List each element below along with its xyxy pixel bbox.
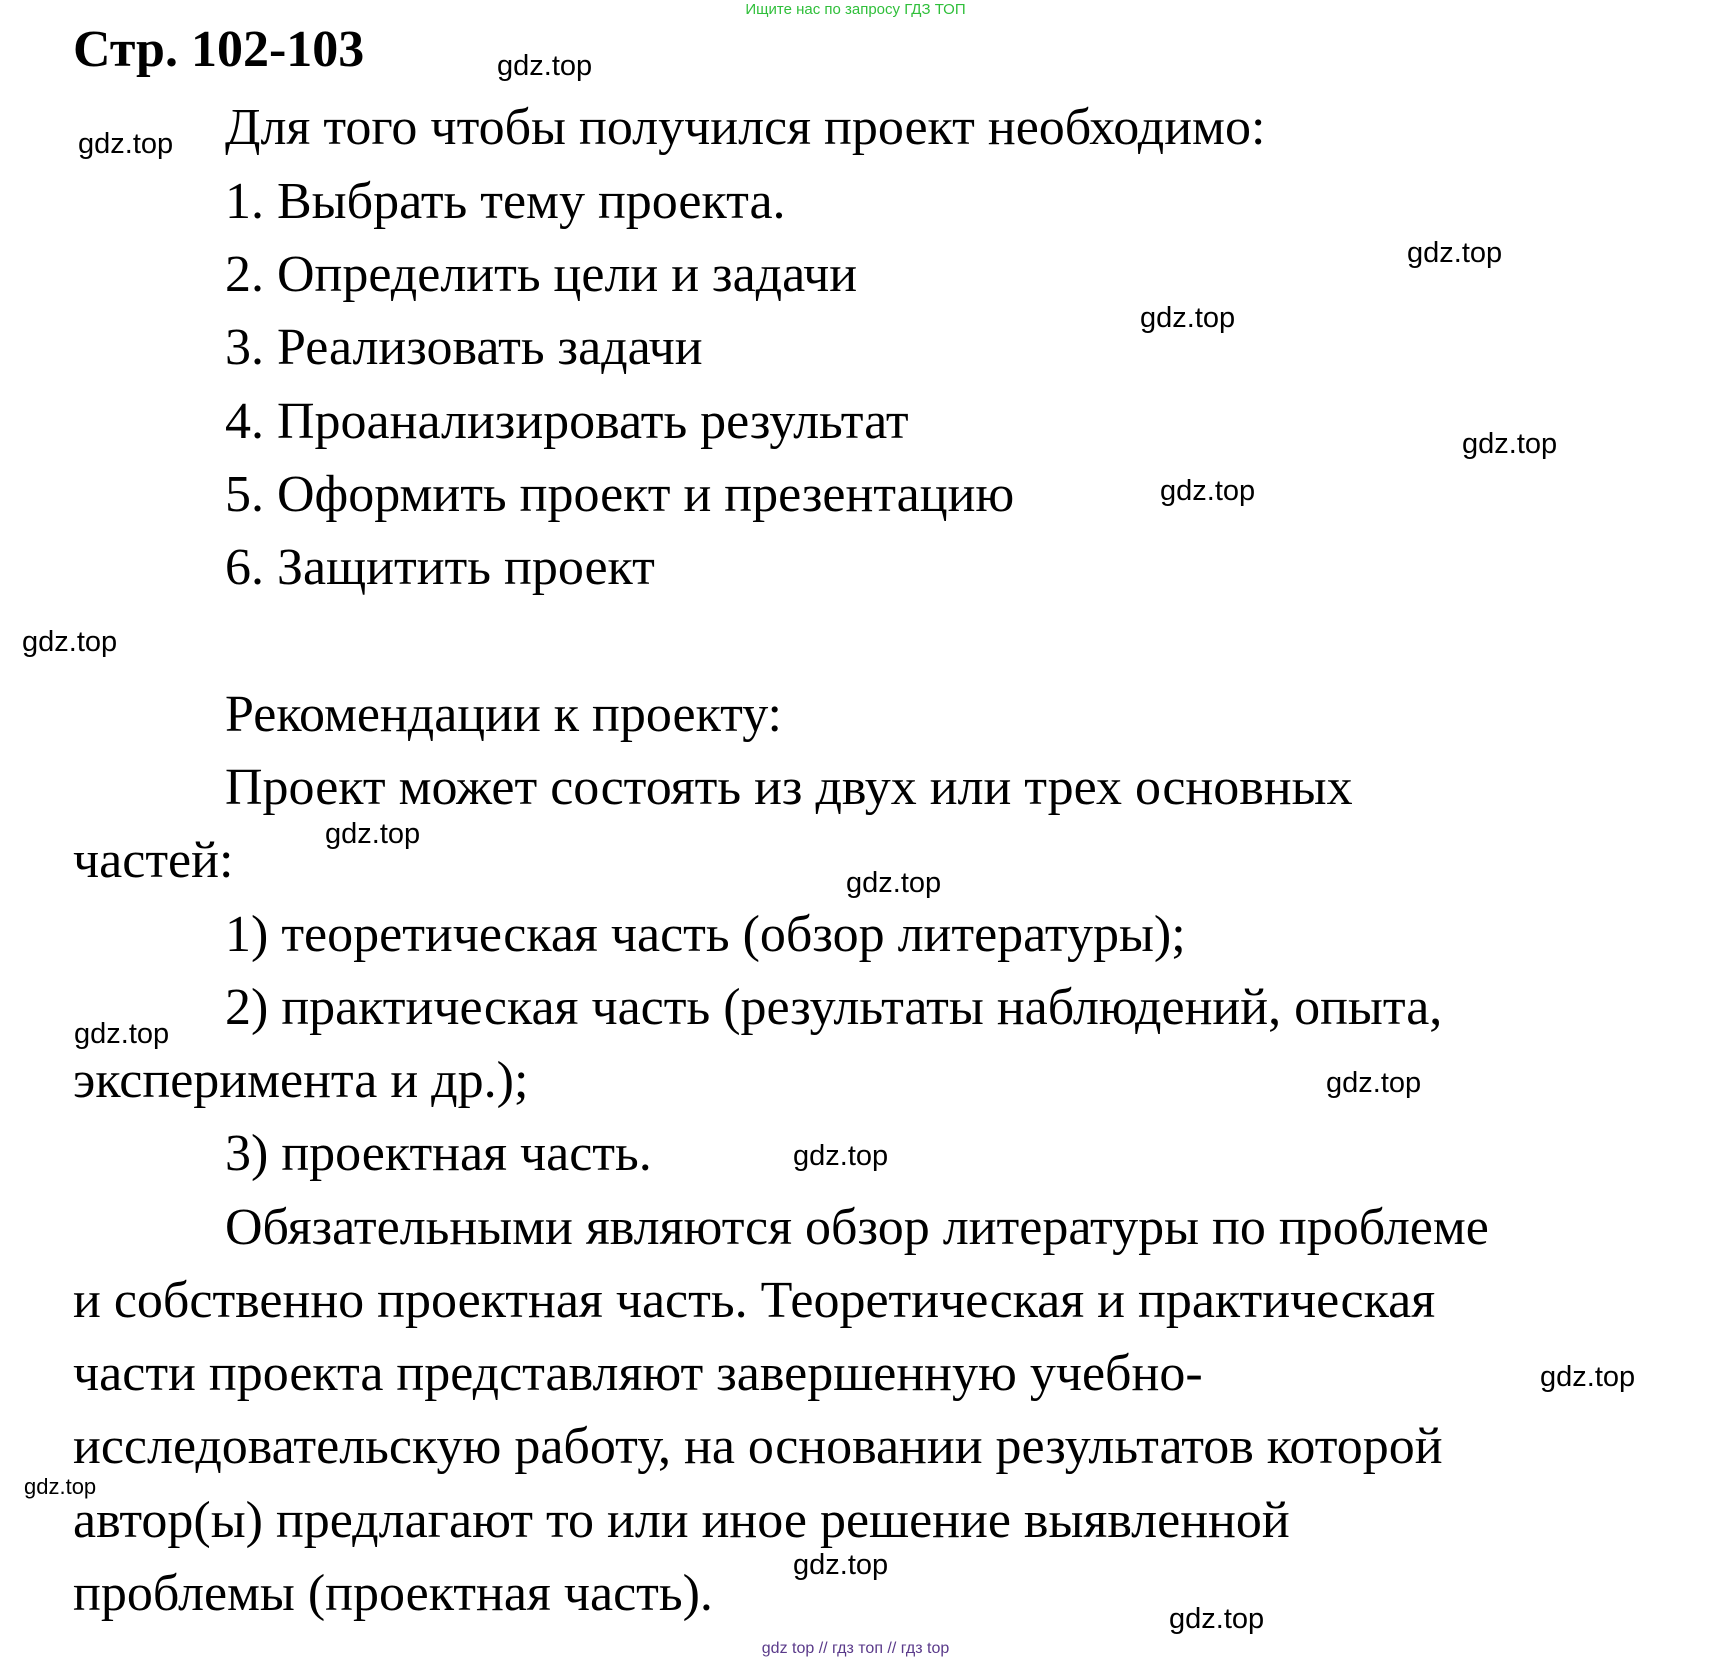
text-line: 1) теоретическая часть (обзор литературы); (225, 906, 1186, 963)
text-line: 6. Защитить проект (225, 539, 655, 596)
text-line: проблемы (проектная часть). (73, 1565, 713, 1622)
page-title: Стр. 102-103 (73, 21, 365, 78)
watermark: gdz.top (846, 867, 942, 899)
text-line: Для того чтобы получился проект необходимо: (225, 99, 1266, 156)
watermark: gdz.top (1326, 1067, 1422, 1099)
text-line: и собственно проектная часть. Теоретическая и практическая (73, 1272, 1436, 1329)
text-line: 2. Определить цели и задачи (225, 246, 858, 303)
watermark: gdz.top (1462, 428, 1558, 460)
text-line: 3) проектная часть. (225, 1125, 652, 1182)
bottom-banner: gdz top // гдз топ // гдз top (761, 1640, 950, 1657)
watermark: gdz.top (78, 128, 174, 160)
watermark: gdz.top (497, 50, 593, 82)
watermark: gdz.top (1407, 237, 1503, 269)
watermark: gdz.top (1540, 1361, 1636, 1393)
watermark: gdz.top (1160, 475, 1256, 507)
text-line: Обязательными являются обзор литературы по проблеме (225, 1199, 1489, 1256)
watermark: gdz.top (793, 1140, 889, 1172)
watermark: gdz.top (1140, 302, 1236, 334)
text-line: Рекомендации к проекту: (225, 686, 782, 743)
watermark: gdz.top (325, 818, 421, 850)
text-line: 2) практическая часть (результаты наблюдений, опыта, (225, 979, 1443, 1036)
watermark: gdz.top (1169, 1603, 1265, 1635)
text-line: 3. Реализовать задачи (225, 319, 703, 376)
watermark: gdz.top (22, 626, 118, 658)
watermark: gdz.top (793, 1549, 889, 1581)
text-line: автор(ы) предлагают то или иное решение выявленной (73, 1492, 1290, 1549)
text-line: 5. Оформить проект и презентацию (225, 466, 1015, 523)
text-line: эксперимента и др.); (73, 1052, 529, 1109)
watermark: gdz.top (24, 1474, 97, 1499)
text-line: 4. Проанализировать результат (225, 393, 909, 450)
top-banner: Ищите нас по запросу ГДЗ ТОП (745, 1, 966, 18)
watermark: gdz.top (74, 1018, 170, 1050)
text-line: 1. Выбрать тему проекта. (225, 173, 786, 230)
text-line: части проекта представляют завершенную учебно- (73, 1345, 1203, 1402)
text-line: Проект может состоять из двух или трех основных (225, 759, 1353, 816)
text-line: частей: (73, 832, 234, 889)
text-line: исследовательскую работу, на основании результатов которой (73, 1418, 1443, 1475)
